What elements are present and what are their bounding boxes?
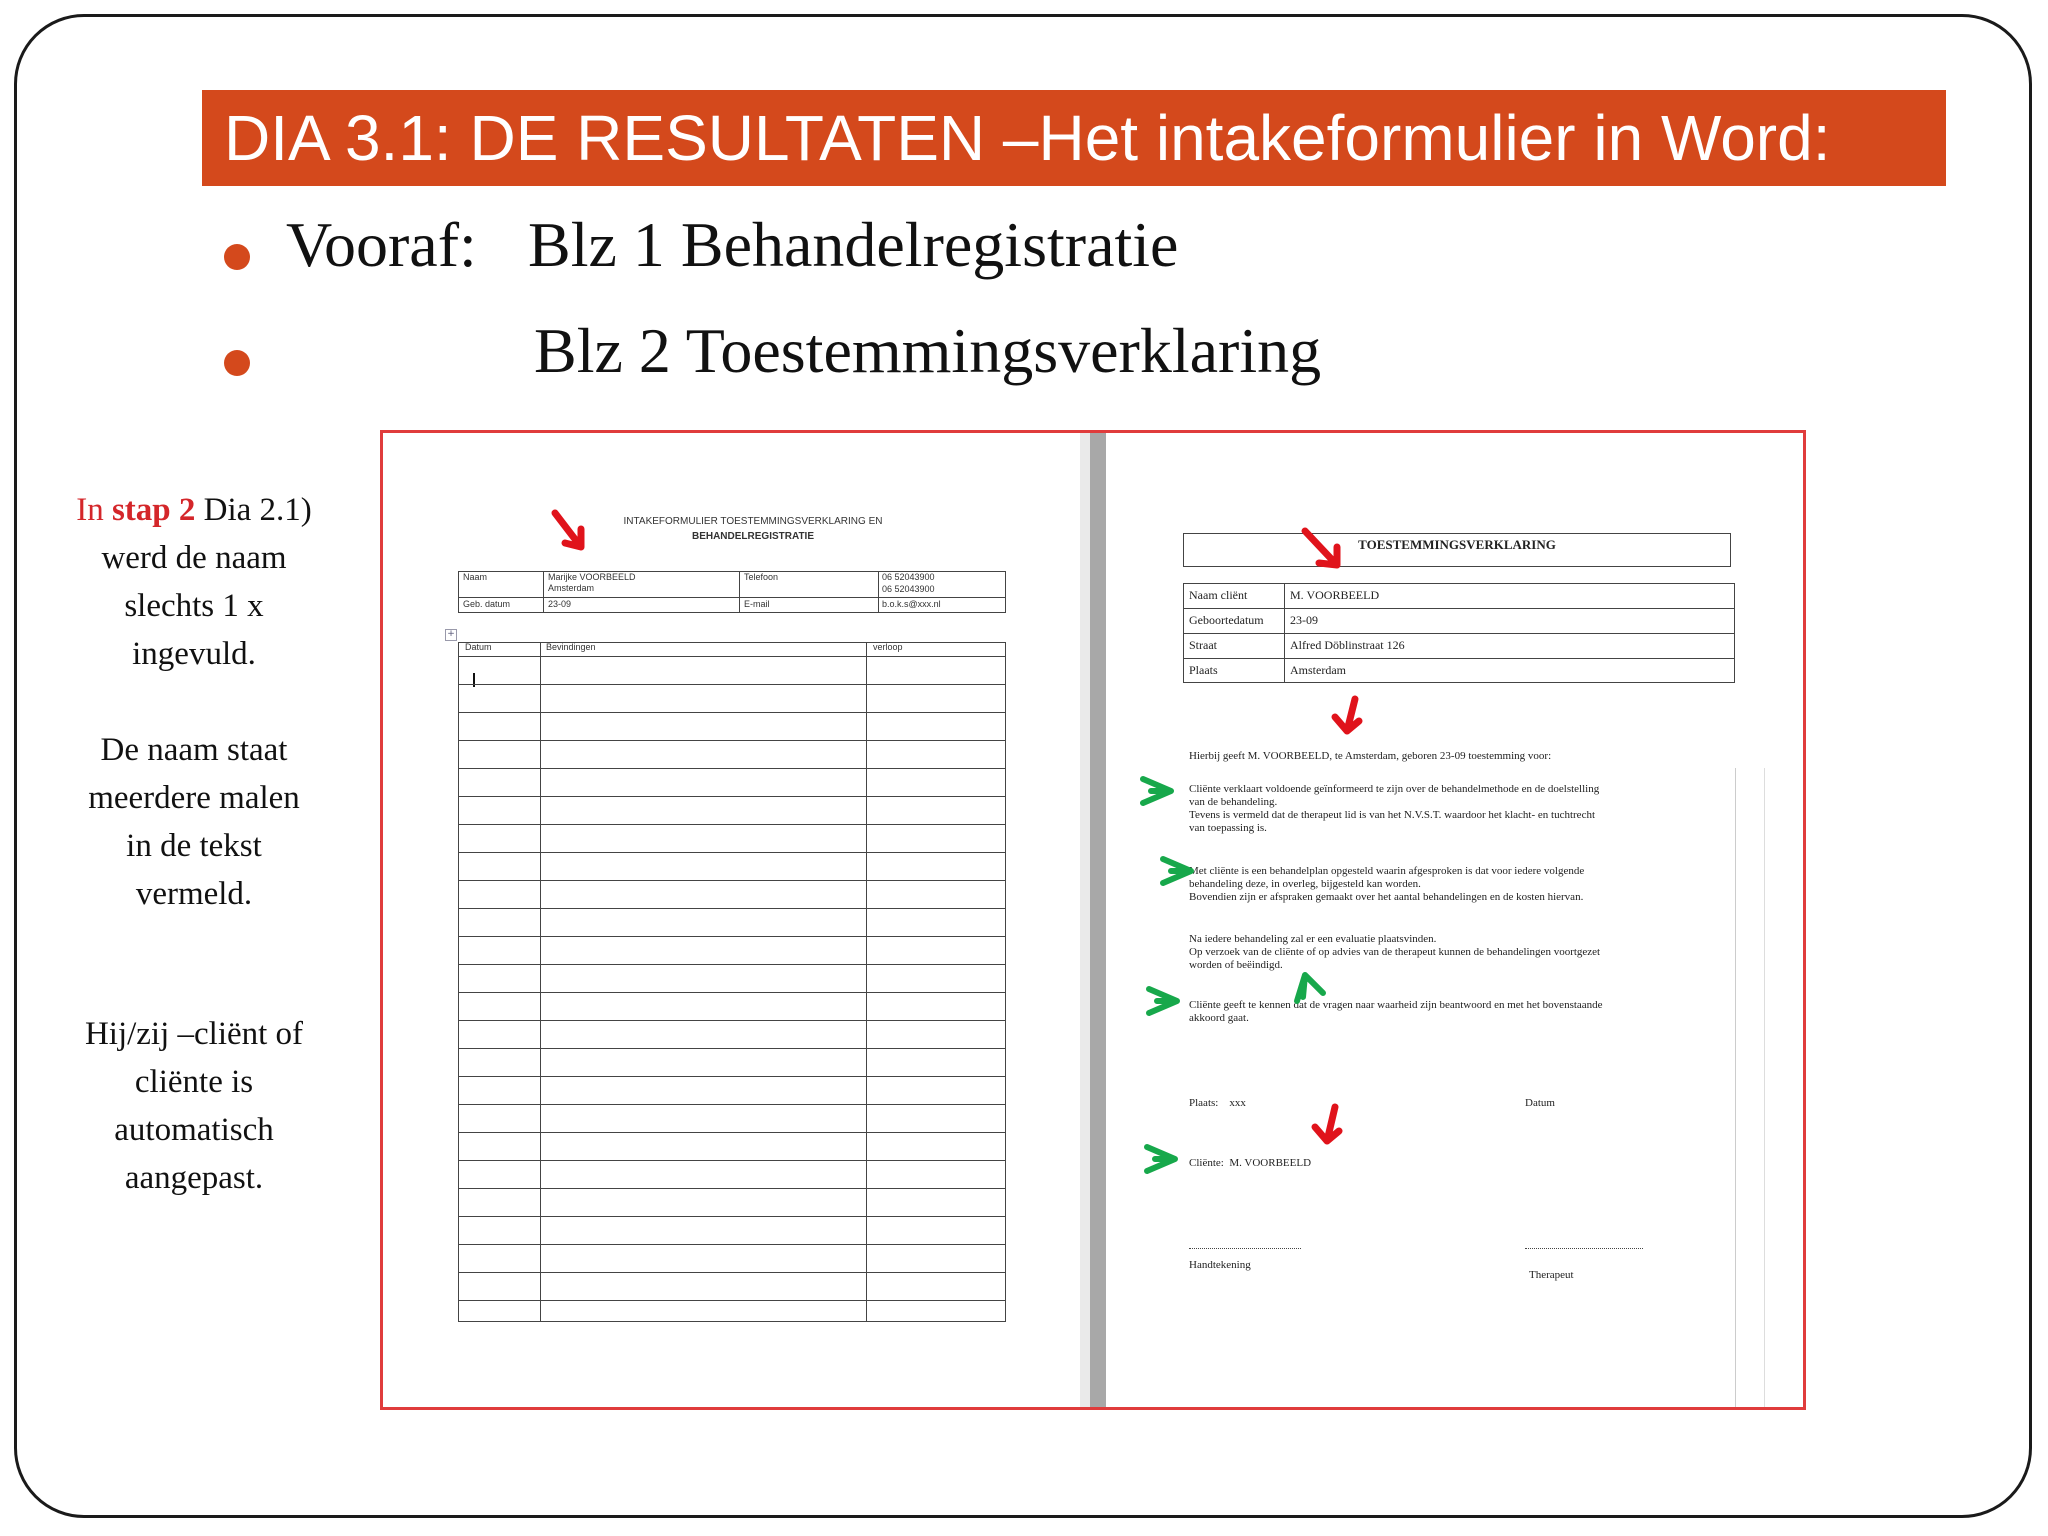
table-row-line xyxy=(458,1272,1006,1273)
table-divider xyxy=(543,571,544,613)
table-divider xyxy=(739,571,740,613)
table-row-line xyxy=(458,852,1006,853)
side-note-dia: Dia 2.1) xyxy=(195,492,312,528)
paragraph-line: van toepassing is. xyxy=(1189,822,1267,834)
row-label: Plaats xyxy=(1189,663,1218,677)
left-page-heading-1: INTAKEFORMULIER TOESTEMMINGSVERKLARING EN xyxy=(623,516,883,527)
bullet-dot-icon xyxy=(224,244,250,270)
green-arrow-icon xyxy=(1289,967,1329,1007)
consent-paragraph-4 xyxy=(1189,999,1603,1025)
table-row-line xyxy=(458,656,1006,657)
paragraph-line: worden of beëindigd. xyxy=(1189,959,1283,971)
gebdatum-label: Geb. datum xyxy=(463,599,511,609)
therapeut-label: Therapeut xyxy=(1529,1269,1574,1281)
table-row-line xyxy=(458,768,1006,769)
table-row-line xyxy=(458,880,1006,881)
plaats-field: Plaats: xxx xyxy=(1189,1097,1246,1109)
table-move-handle-icon: + xyxy=(445,629,457,641)
paragraph-line: Bovendien zijn er afspraken gemaakt over het aantal behandelingen en de kosten hiervan. xyxy=(1189,891,1584,903)
table-divider xyxy=(1183,633,1735,634)
table-row-line xyxy=(458,1300,1006,1301)
table-row-line xyxy=(458,964,1006,965)
green-arrow-icon xyxy=(1145,981,1185,1021)
naam-value-city: Amsterdam xyxy=(548,583,595,593)
consent-paragraph-2 xyxy=(1189,865,1584,904)
side-note-line: ingevuld. xyxy=(132,636,256,672)
table-row-line xyxy=(458,796,1006,797)
table-row-line xyxy=(458,1020,1006,1021)
paragraph-line: Na iedere behandeling zal er een evaluatie plaatsvinden. xyxy=(1189,933,1437,945)
table-row-line xyxy=(458,684,1006,685)
side-note-name xyxy=(44,726,344,918)
table-row-line xyxy=(458,1104,1006,1105)
signature-line-therapist xyxy=(1525,1248,1643,1249)
red-arrow-icon xyxy=(1301,527,1351,577)
table-row-line xyxy=(458,1244,1006,1245)
consent-paragraph-3 xyxy=(1189,933,1600,972)
signature-line-client xyxy=(1189,1248,1301,1249)
side-note-in: In xyxy=(76,492,104,528)
table-divider xyxy=(866,642,867,1322)
paragraph-line: van de behandeling. xyxy=(1189,796,1278,808)
table-row-line xyxy=(458,908,1006,909)
paragraph-line: Cliënte geeft te kennen dat de vragen naar waarheid zijn beantwoord en met het bovenstaande xyxy=(1189,999,1603,1011)
gebdatum-value: 23-09 xyxy=(548,599,572,609)
table-row-line xyxy=(458,1132,1006,1133)
bullet-2-text: Blz 2 Toestemmingsverklaring xyxy=(534,315,1322,386)
green-arrow-icon xyxy=(1143,1139,1183,1179)
page-divider xyxy=(1090,433,1106,1407)
telefoon-value-1: 06 52043900 xyxy=(882,572,935,582)
side-note-line: werd de naam xyxy=(101,540,287,576)
row-value: 23-09 xyxy=(1290,613,1318,627)
handtekening-label: Handtekening xyxy=(1189,1259,1251,1271)
side-note-line: vermeld. xyxy=(135,876,253,912)
table-row-line xyxy=(458,1048,1006,1049)
side-note-gender xyxy=(44,1010,344,1202)
paragraph-line: Tevens is vermeld dat de therapeut lid is van het N.V.S.T. waardoor het klacht- en tuchtrecht xyxy=(1189,809,1596,821)
table-divider xyxy=(1183,658,1735,659)
red-arrow-icon xyxy=(1327,695,1367,745)
naam-value: Marijke VOORBEELD xyxy=(548,572,636,582)
green-arrow-icon xyxy=(1139,771,1179,811)
naam-label: Naam xyxy=(463,572,488,582)
side-note-step xyxy=(44,486,344,678)
vertical-scrollbar[interactable] xyxy=(1735,768,1765,1408)
telefoon-label: Telefoon xyxy=(744,572,779,582)
table-divider xyxy=(878,571,879,613)
row-label: Straat xyxy=(1189,638,1217,652)
paragraph-line: behandeling deze, in overleg, bijgesteld kan worden. xyxy=(1189,878,1421,890)
side-note-line: slechts 1 x xyxy=(124,588,264,624)
table-row-line xyxy=(458,712,1006,713)
table-row-line xyxy=(458,992,1006,993)
table-row-line xyxy=(458,1160,1006,1161)
paragraph-line: akkoord gaat. xyxy=(1189,1012,1249,1024)
paragraph-line: Op verzoek van de cliënte of op advies van de therapeut kunnen de behandelingen voortgezet xyxy=(1189,946,1601,958)
left-page-heading-2: BEHANDELREGISTRATIE xyxy=(691,531,815,542)
consent-paragraph-1 xyxy=(1189,783,1599,835)
table-divider xyxy=(1183,608,1735,609)
col-bevindingen: Bevindingen xyxy=(546,642,596,652)
bullet-dot-icon xyxy=(224,350,250,376)
row-value: M. VOORBEELD xyxy=(1290,588,1380,602)
table-row-line xyxy=(458,1188,1006,1189)
table-row-line xyxy=(458,1216,1006,1217)
row-label: Naam cliënt xyxy=(1189,588,1248,602)
col-datum: Datum xyxy=(465,642,492,652)
side-note-line: Hij/zij –cliënt of xyxy=(84,1016,304,1052)
consent-intro: Hierbij geeft M. VOORBEELD, te Amsterdam, geboren 23-09 toestemming voor: xyxy=(1189,750,1552,762)
table-row-line xyxy=(458,824,1006,825)
side-note-line: automatisch xyxy=(114,1112,274,1148)
bullet-1-text: Blz 1 Behandelregistratie xyxy=(528,209,1179,280)
side-note-line: meerdere malen xyxy=(88,780,300,816)
green-arrow-icon xyxy=(1159,851,1199,891)
paragraph-line: Met cliënte is een behandelplan opgesteld waarin afgesproken is dat voor iedere volgende xyxy=(1189,865,1585,877)
side-note-line: aangepast. xyxy=(124,1160,264,1196)
red-arrow-icon xyxy=(1309,1103,1349,1153)
datum-field: Datum xyxy=(1525,1097,1555,1109)
side-note-line: cliënte is xyxy=(134,1064,254,1100)
table-divider xyxy=(458,597,1006,598)
row-value: Alfred Döblinstraat 126 xyxy=(1290,638,1405,652)
page-gap xyxy=(1080,433,1090,1407)
paragraph-line: Cliënte verklaart voldoende geïnformeerd te zijn over de behandelmethode en de doelstelling xyxy=(1189,783,1600,795)
word-document-screenshot xyxy=(380,430,1806,1410)
side-note-stap: stap 2 xyxy=(111,492,196,528)
consent-heading: TOESTEMMINGSVERKLARING xyxy=(1358,537,1556,552)
side-note-line xyxy=(44,486,344,534)
email-label: E-mail xyxy=(744,599,770,609)
side-note-line: in de tekst xyxy=(126,828,262,864)
row-value: Amsterdam xyxy=(1290,663,1346,677)
telefoon-value-2: 06 52043900 xyxy=(882,584,935,594)
email-value: b.o.k.s@xxx.nl xyxy=(882,599,941,609)
col-verloop: verloop xyxy=(873,642,903,652)
table-row-line xyxy=(458,936,1006,937)
table-divider xyxy=(540,642,541,1322)
red-arrow-icon xyxy=(551,509,591,559)
slide-title: DIA 3.1: DE RESULTATEN –Het intakeformulier in Word: xyxy=(202,90,1946,186)
table-row-line xyxy=(458,1076,1006,1077)
bullet-1-label: Vooraf: xyxy=(286,209,477,280)
client-signature-name: Cliënte: M. VOORBEELD xyxy=(1189,1157,1312,1169)
row-label: Geboortedatum xyxy=(1189,613,1264,627)
side-note-line: De naam staat xyxy=(100,732,288,768)
table-row-line xyxy=(458,740,1006,741)
